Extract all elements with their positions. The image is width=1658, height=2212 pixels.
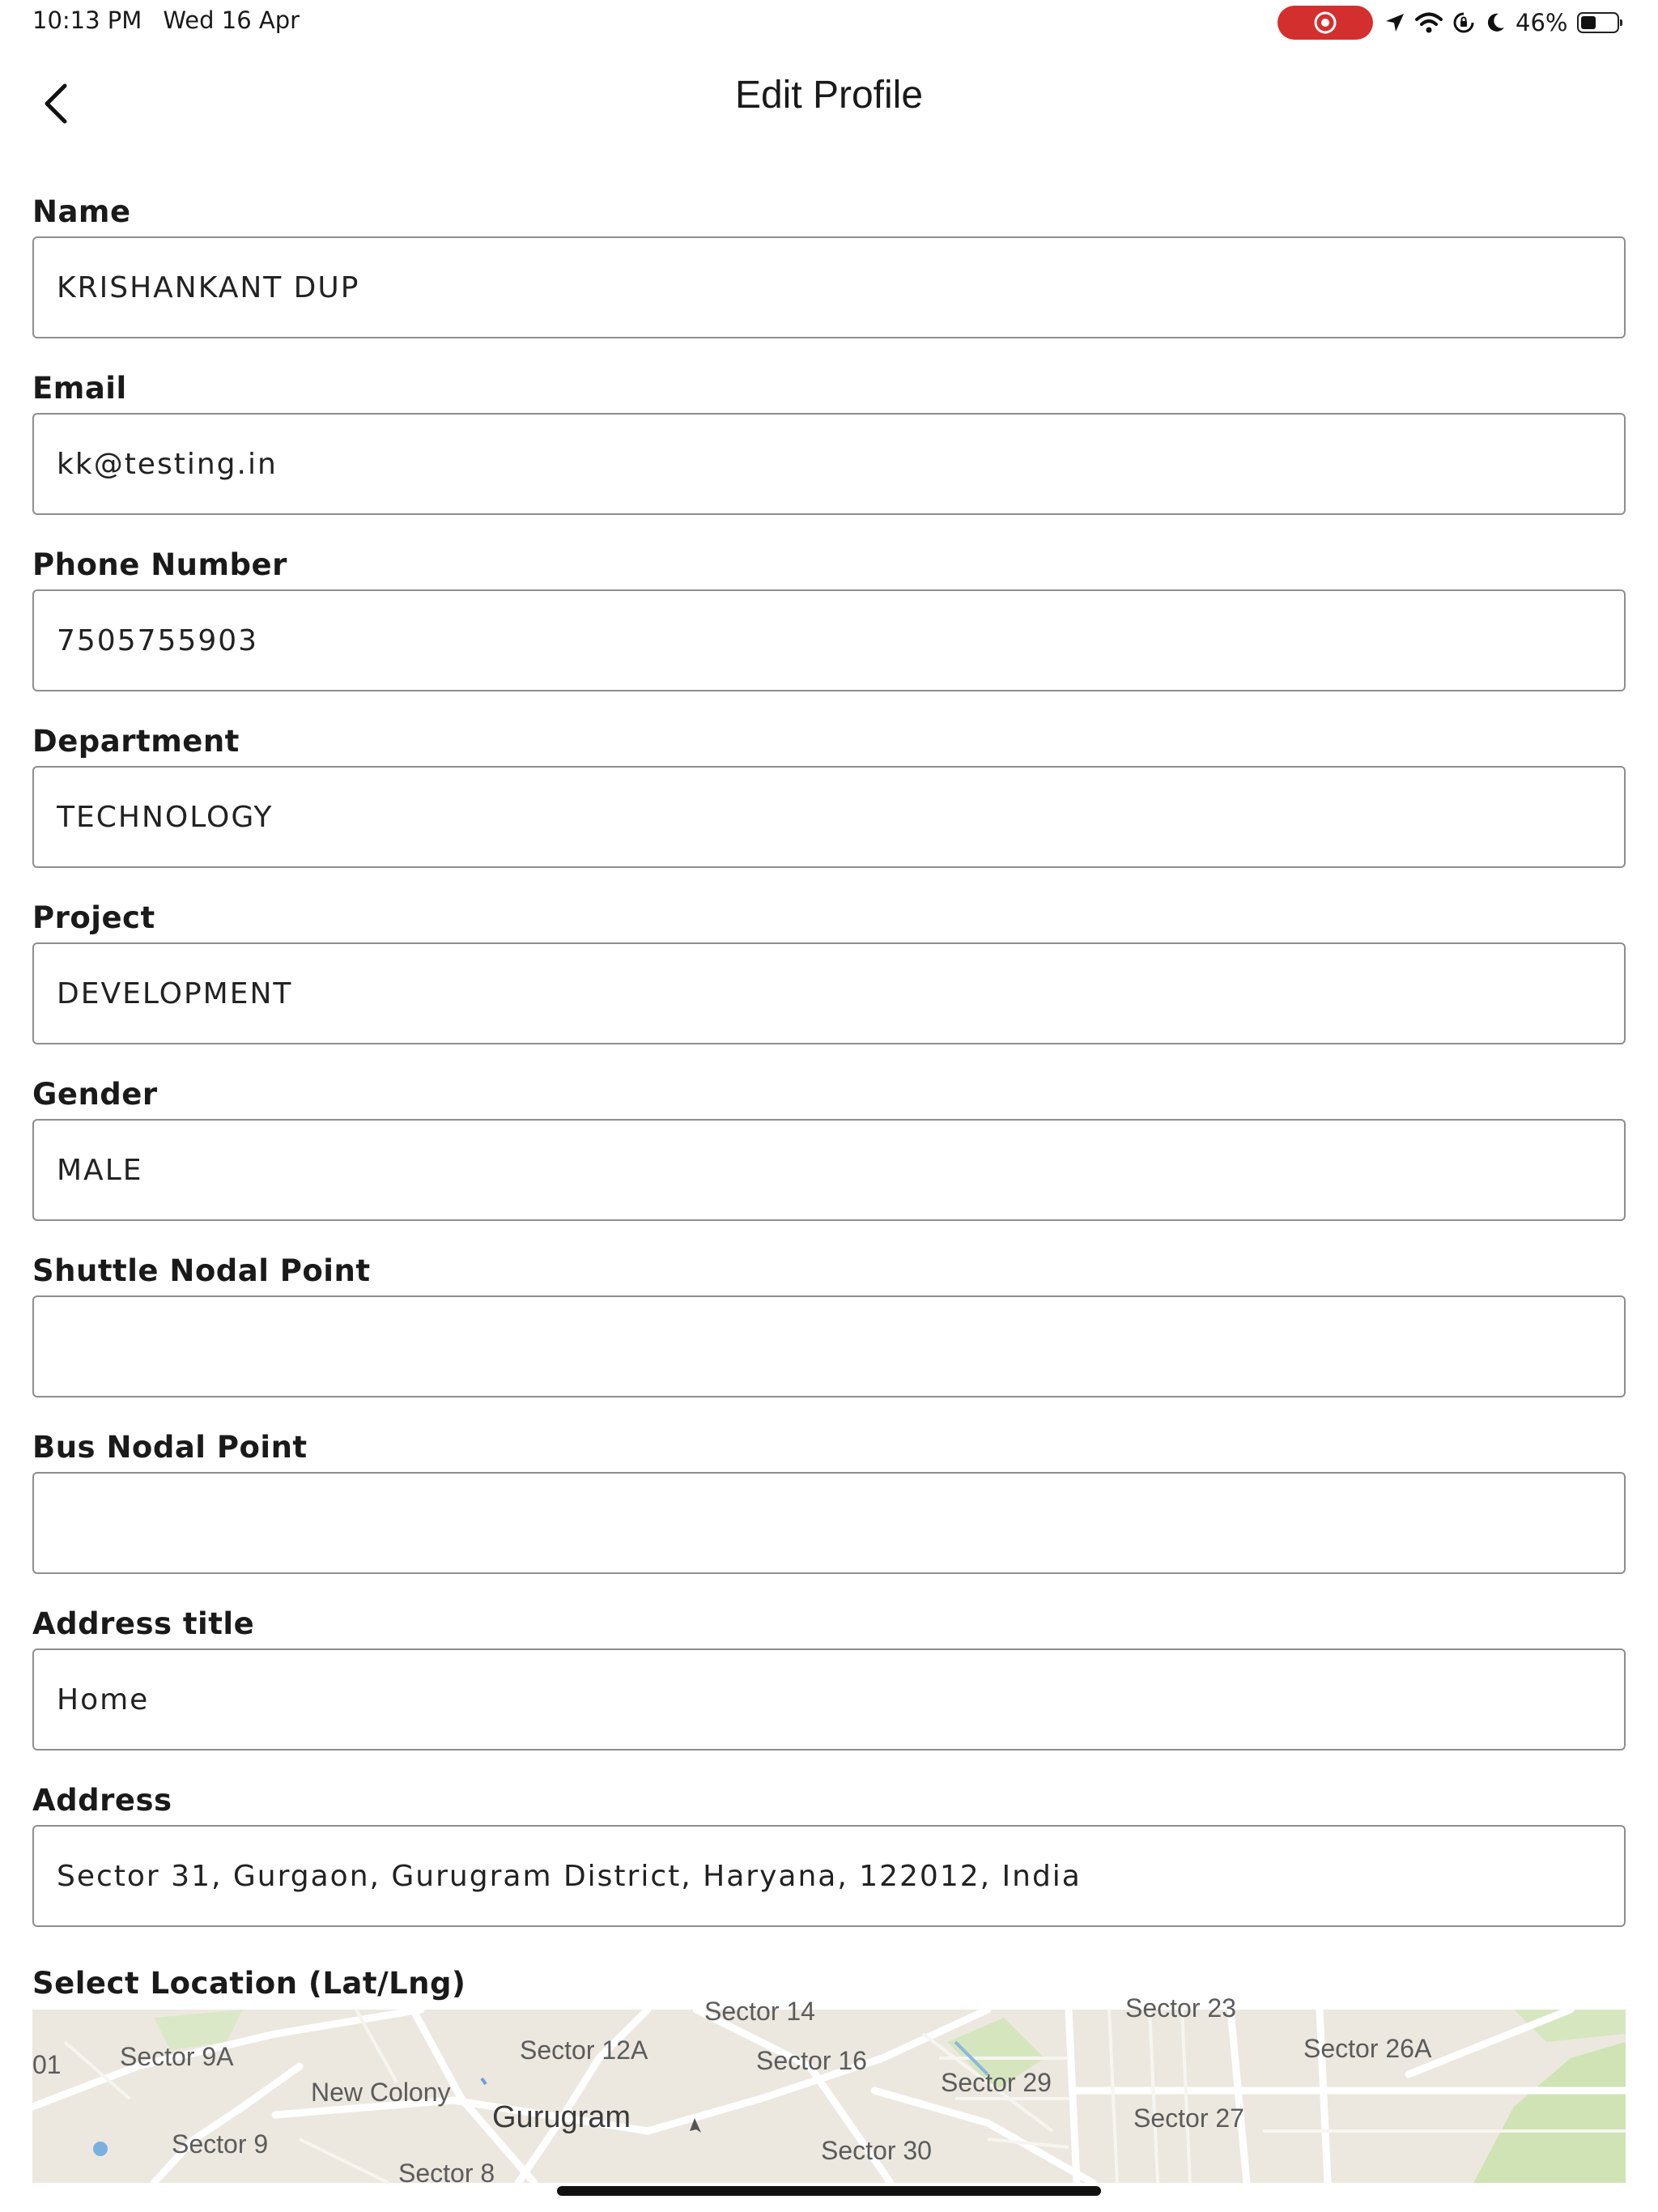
status-time: 10:13 PM xyxy=(32,6,142,34)
map-label-sector-9a: Sector 9A xyxy=(120,2042,234,2071)
project-label: Project xyxy=(32,900,155,935)
name-field-group xyxy=(32,188,1626,364)
department-input[interactable] xyxy=(32,766,1626,868)
department-field-group xyxy=(32,717,1626,894)
orientation-lock-icon xyxy=(1452,11,1475,34)
phone-label: Phone Number xyxy=(32,547,287,582)
email-label: Email xyxy=(32,371,127,406)
gender-label: Gender xyxy=(32,1077,158,1112)
map-label-sector-27: Sector 27 xyxy=(1133,2104,1244,2133)
shuttle-nodal-input[interactable] xyxy=(32,1295,1626,1397)
battery-percent: 46% xyxy=(1516,9,1568,36)
select-location-label: Select Location (Lat/Lng) xyxy=(32,1966,466,2001)
department-label: Department xyxy=(32,724,240,759)
address-title-label: Address title xyxy=(32,1606,255,1641)
shuttle-nodal-field-group xyxy=(32,1247,1626,1423)
status-icons xyxy=(1384,6,1619,39)
battery-fill xyxy=(1581,16,1596,29)
wifi-icon xyxy=(1415,11,1443,34)
location-map[interactable] xyxy=(32,1993,1626,2188)
shuttle-nodal-label: Shuttle Nodal Point xyxy=(32,1253,371,1288)
location-arrow-icon xyxy=(1384,12,1405,33)
address-title-field-group xyxy=(32,1600,1626,1776)
map-label-sector-14: Sector 14 xyxy=(704,1997,815,2026)
status-date: Wed 16 Apr xyxy=(163,6,300,34)
map-label-sector-30: Sector 30 xyxy=(821,2136,932,2165)
name-label: Name xyxy=(32,194,131,229)
bus-nodal-label: Bus Nodal Point xyxy=(32,1430,308,1465)
map-label-sector-29: Sector 29 xyxy=(941,2068,1052,2097)
name-input[interactable] xyxy=(32,236,1626,338)
address-label: Address xyxy=(32,1783,172,1818)
phone-field-group xyxy=(32,541,1626,717)
map-label-sector-9: Sector 9 xyxy=(172,2129,269,2159)
screen-record-indicator[interactable] xyxy=(1278,6,1373,40)
map-label-sector-12a: Sector 12A xyxy=(520,2035,648,2065)
map-label-gurugram: Gurugram xyxy=(492,2100,631,2134)
email-input[interactable] xyxy=(32,413,1626,515)
home-indicator[interactable] xyxy=(557,2186,1101,2196)
project-input[interactable] xyxy=(32,942,1626,1044)
bus-nodal-input[interactable] xyxy=(32,1472,1626,1574)
phone-input[interactable] xyxy=(32,589,1626,691)
address-title-input[interactable] xyxy=(32,1648,1626,1750)
moon-icon xyxy=(1485,12,1506,33)
status-time-date xyxy=(32,6,321,34)
map-label-sector-8: Sector 8 xyxy=(398,2159,495,2188)
nav-header xyxy=(0,49,1658,146)
gender-input[interactable] xyxy=(32,1119,1626,1221)
battery-icon xyxy=(1577,12,1619,33)
map-label-sector-23: Sector 23 xyxy=(1125,1993,1236,2023)
page-title: Edit Profile xyxy=(734,74,924,117)
status-bar xyxy=(0,0,1658,45)
project-field-group xyxy=(32,894,1626,1070)
address-field-group xyxy=(32,1776,1626,1953)
edit-profile-form xyxy=(32,188,1626,1953)
map-label-sector-26a: Sector 26A xyxy=(1303,2034,1432,2063)
gender-field-group xyxy=(32,1070,1626,1247)
map-label-new-colony: New Colony xyxy=(311,2078,451,2107)
email-field-group xyxy=(32,364,1626,541)
screen-record-icon xyxy=(1312,10,1338,36)
bus-nodal-field-group xyxy=(32,1423,1626,1600)
map-label-left-edge: 01 xyxy=(32,2050,62,2079)
address-input[interactable] xyxy=(32,1825,1626,1927)
map-label-sector-16: Sector 16 xyxy=(756,2046,867,2075)
